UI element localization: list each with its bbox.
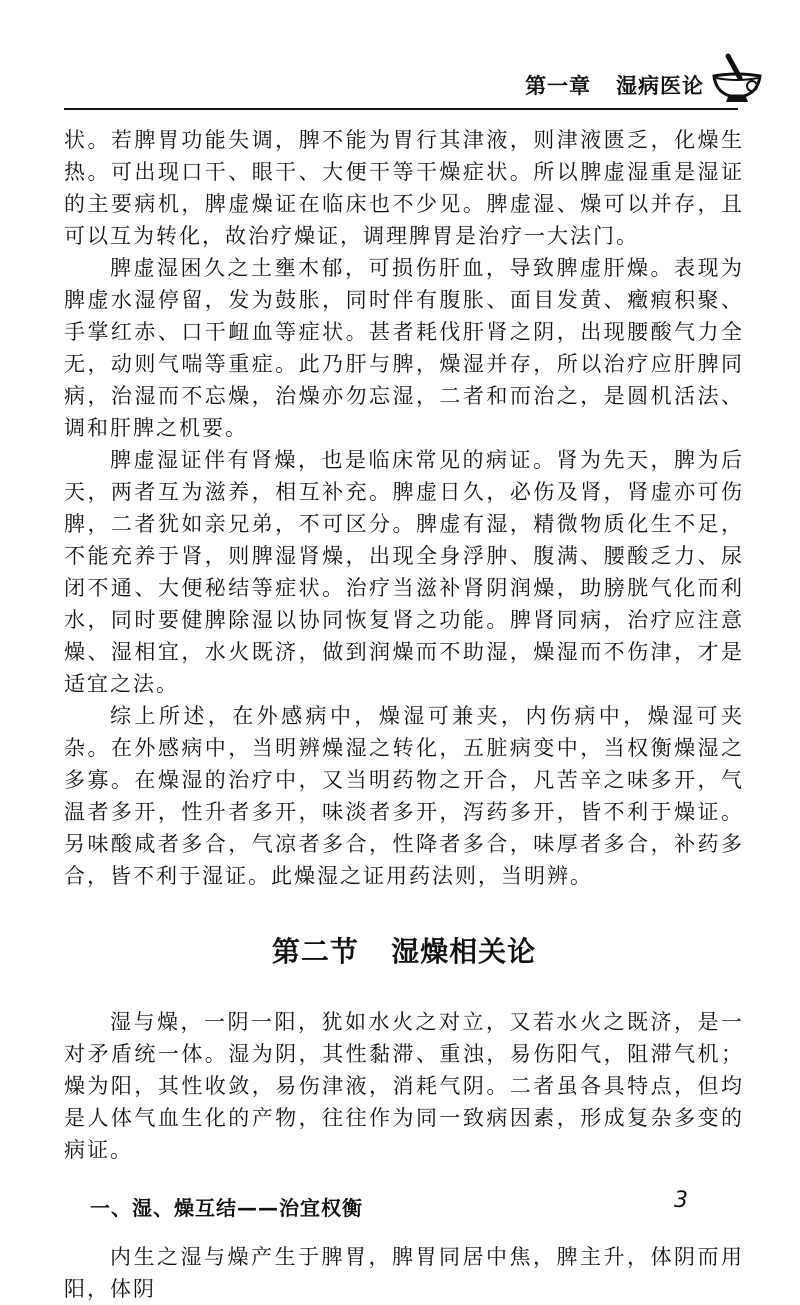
paragraph: 内生之湿与燥产生于脾胃，脾胃同居中焦，脾主升，体阴而用阳，体阴 <box>64 1245 744 1301</box>
chapter-title: 第一章 湿病医论 <box>525 74 704 98</box>
section-intro: 湿与燥，一阴一阳，犹如水火之对立，又若水火之既济，是一对矛盾统一体。湿为阴，其性黏滞、重浊，易伤阳气，阻滞气机；燥为阳，其性收敛，易伤津液，消耗气阴。二者虽各具特点，但均是人体气血生化的产物，往往作为同一致病因素，形成复杂多变的病证。 <box>64 1010 744 1162</box>
page-body <box>64 124 744 1305</box>
paragraph: 脾虚湿困久之土壅木郁，可损伤肝血，导致脾虚肝燥。表现为脾虚水湿停留，发为鼓胀，同时伴有腹胀、面目发黄、癥瘕积聚、手掌红赤、口干衄血等症状。甚者耗伐肝肾之阴，出现腰酸气力全无，动则气喘等重症。此乃肝与脾，燥湿并存，所以治疗应肝脾同病，治湿而不忘燥，治燥亦勿忘湿，二者和而治之，是圆机活法、调和肝脾之机要。 <box>64 256 744 440</box>
paragraph: 综上所述，在外感病中，燥湿可兼夹，内伤病中，燥湿可夹杂。在外感病中，当明辨燥湿之转化，五脏病变中，当权衡燥湿之多寡。在燥湿的治疗中，又当明药物之开合，凡苦辛之味多开，气温者多开，性升者多开，味淡者多开，泻药多开，皆不利于燥证。另味酸咸者多合，气凉者多合，性降者多合，味厚者多合，补药多合，皆不利于湿证。此燥湿之证用药法则，当明辨。 <box>64 704 744 888</box>
mortar-pestle-icon <box>708 50 766 110</box>
paragraph: 状。若脾胃功能失调，脾不能为胃行其津液，则津液匮乏，化燥生热。可出现口干、眼干、大便干等干燥症状。所以脾虚湿重是湿证的主要病机，脾虚燥证在临床也不少见。脾虚湿、燥可以并存，且可以互为转化，故治疗燥证，调理脾胃是治疗一大法门。 <box>64 128 744 248</box>
paragraph: 脾虚湿证伴有肾燥，也是临床常见的病证。肾为先天，脾为后天，两者互为滋养，相互补充。脾虚日久，必伤及肾，肾虚亦可伤脾，二者犹如亲兄弟，不可区分。脾虚有湿，精微物质化生不足，不能充养于肾，则脾湿肾燥，出现全身浮肿、腹满、腰酸乏力、尿闭不通、大便秘结等症状。治疗当滋补肾阴润燥，助膀胱气化而利水，同时要健脾除湿以协同恢复肾之功能。脾肾同病，治疗应注意燥、湿相宜，水火既济，做到润燥而不助湿，燥湿而不伤津，才是适宜之法。 <box>64 448 744 696</box>
section-title: 第二节 湿燥相关论 <box>271 935 537 968</box>
header-rule <box>64 108 738 110</box>
page-number: 3 <box>674 1188 688 1213</box>
running-header <box>525 70 704 100</box>
subheading: 一、湿、燥互结——治宜权衡 <box>90 1196 363 1220</box>
